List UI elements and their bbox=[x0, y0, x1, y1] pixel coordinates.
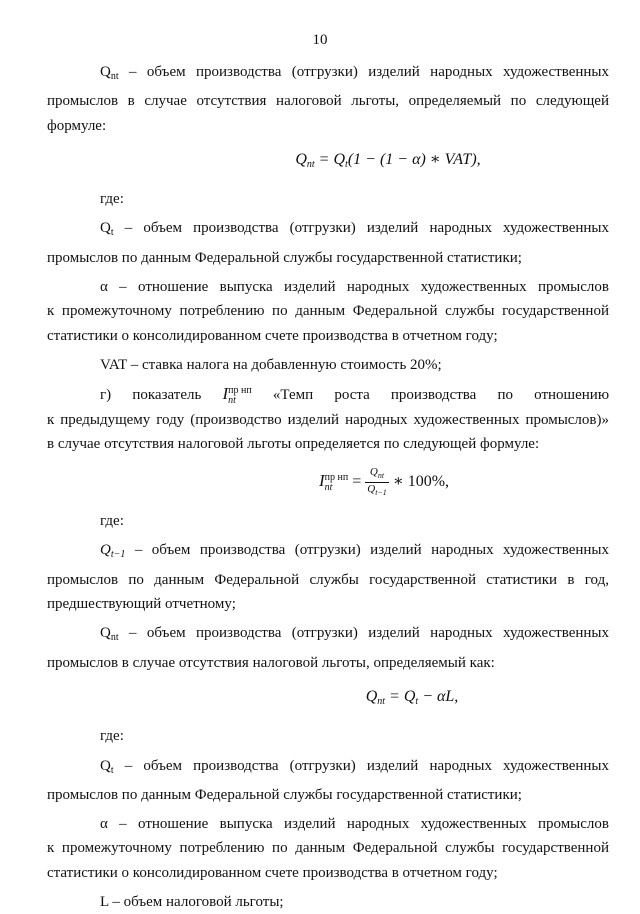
symbol-subscript: t−1 bbox=[110, 549, 126, 561]
symbol-q: Q bbox=[100, 64, 111, 80]
definition-qt bbox=[47, 216, 609, 270]
formula-subscript: t−1 bbox=[375, 488, 387, 498]
text-line: α – отношение выпуска изделий народных художественных промыслов bbox=[100, 816, 609, 833]
text-line bbox=[100, 382, 609, 407]
formula-subscript: nt bbox=[377, 471, 385, 481]
text-line: α – отношение выпуска изделий народных художественных промыслов bbox=[100, 279, 609, 296]
symbol-q: Q bbox=[100, 542, 111, 559]
text-span: – объем производства (отгрузки) изделий народных художественных bbox=[125, 542, 609, 559]
formula-subscript: nt bbox=[306, 158, 315, 170]
definition-qt-minus-1 bbox=[47, 538, 609, 616]
formula-subscript: t bbox=[345, 158, 348, 170]
text-line bbox=[100, 621, 609, 650]
symbol-i-inline bbox=[222, 384, 252, 406]
text-line: промыслов в случае отсутствия налоговой льготы, определяемый как: bbox=[47, 654, 495, 671]
document-body bbox=[47, 60, 610, 914]
text-line: промыслов по данным Федеральной службы государственной статистики; bbox=[47, 249, 522, 266]
text-line bbox=[100, 538, 609, 567]
symbol-subscript: t bbox=[110, 227, 114, 239]
text-span: – объем производства (отгрузки) изделий народных художественных bbox=[118, 64, 609, 80]
definition-qt-2 bbox=[47, 754, 609, 808]
symbol-supsub bbox=[228, 386, 252, 406]
formula-supsub bbox=[325, 473, 349, 493]
text-line bbox=[100, 754, 609, 783]
text-line: к промежуточному потреблению по данным Федеральной службы государственной bbox=[47, 840, 609, 857]
text-span: «Темп роста производства по отношению bbox=[272, 387, 610, 404]
text-line: предшествующий отчетному; bbox=[47, 596, 236, 613]
text-line: промыслов по данным Федеральной службы государственной статистики в год, bbox=[47, 571, 609, 588]
where-label: где: bbox=[100, 513, 124, 530]
text-line: промыслов по данным Федеральной службы государственной статистики; bbox=[47, 786, 522, 803]
where-label: где: bbox=[100, 191, 124, 208]
text-span: показатель bbox=[132, 387, 202, 404]
formula-fraction bbox=[365, 466, 389, 499]
text-line bbox=[100, 216, 609, 245]
formula-text: (1 − (1 − α) ∗ VAT), bbox=[347, 150, 481, 168]
fraction-numerator bbox=[365, 466, 389, 483]
text-line: статистики о консолидированном счете производства в отчетном году; bbox=[47, 864, 498, 881]
formula-symbol: Q bbox=[365, 687, 378, 705]
fraction-denominator bbox=[365, 483, 389, 499]
formula-subscript: nt bbox=[324, 481, 333, 493]
formula-subscript: nt bbox=[377, 695, 386, 707]
text-line: промыслов в случае отсутствия налоговой льготы, определяемый по следующей bbox=[47, 93, 609, 110]
formula-qnt-tax bbox=[47, 685, 609, 714]
formula-superscript: пр нп bbox=[324, 471, 349, 483]
formula-text: ∗ 100%, bbox=[388, 473, 450, 491]
list-marker: г) bbox=[100, 387, 112, 404]
definition-l: L – объем налоговой льготы; bbox=[100, 894, 284, 911]
text-line: статистики о консолидированном счете производства в отчетном году; bbox=[47, 327, 498, 344]
formula-symbol: Q bbox=[367, 483, 376, 496]
symbol-subscript: nt bbox=[110, 632, 119, 644]
definition-vat: VAT – ставка налога на добавленную стоимость 20%; bbox=[100, 356, 442, 373]
formula-symbol: = Q bbox=[385, 687, 416, 705]
formula-growth-index bbox=[47, 466, 609, 499]
page-number: 10 bbox=[312, 32, 328, 48]
formula-symbol: = Q bbox=[314, 150, 346, 168]
paragraph-qnt-definition bbox=[47, 60, 609, 138]
text-line bbox=[100, 60, 609, 89]
text-span: – объем производства (отгрузки) изделий народных художественных bbox=[118, 625, 609, 642]
text-span: – объем производства (отгрузки) изделий народных художественных bbox=[113, 220, 609, 237]
symbol-q: Q bbox=[100, 757, 111, 774]
formula-text: = bbox=[348, 473, 366, 491]
symbol-subscript: nt bbox=[110, 71, 119, 82]
symbol-q: Q bbox=[100, 625, 111, 642]
text-line: в случае отсутствия налоговой льготы определяется по следующей формуле: bbox=[47, 435, 540, 452]
formula-qnt bbox=[47, 148, 609, 177]
formula-text: − αL, bbox=[418, 687, 459, 705]
symbol-i: I bbox=[222, 384, 229, 404]
formula-subscript: t bbox=[415, 695, 419, 707]
definition-alpha-2 bbox=[47, 812, 609, 885]
formula-symbol: Q bbox=[295, 150, 307, 168]
text-span: – объем производства (отгрузки) изделий народных художественных bbox=[113, 757, 609, 774]
definition-alpha bbox=[47, 275, 609, 348]
symbol-q: Q bbox=[100, 220, 111, 237]
paragraph-g-indicator bbox=[47, 382, 610, 456]
text-line: к промежуточному потреблению по данным Федеральной службы государственной bbox=[47, 303, 609, 320]
text-line: формуле: bbox=[47, 117, 107, 134]
symbol-subscript: t bbox=[110, 764, 114, 776]
definition-qnt-2 bbox=[47, 621, 609, 675]
where-label: где: bbox=[100, 728, 124, 745]
symbol-subscript: nt bbox=[228, 394, 236, 406]
text-line: к предыдущему году (производство изделий народных художественных промыслов)» bbox=[47, 411, 609, 428]
symbol-superscript: пр нп bbox=[228, 384, 252, 396]
formula-symbol: I bbox=[318, 471, 325, 491]
formula-symbol: Q bbox=[369, 466, 378, 479]
